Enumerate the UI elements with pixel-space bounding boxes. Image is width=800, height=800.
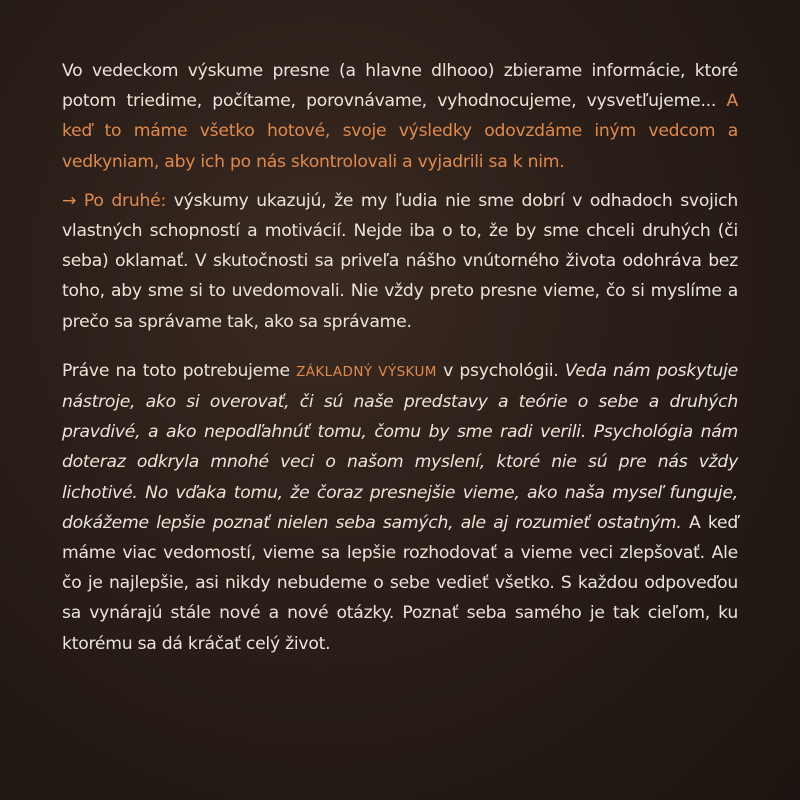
paragraph-basic-research	[62, 356, 738, 659]
paragraph-research-process	[62, 56, 738, 177]
paragraph-second-point	[62, 186, 738, 337]
text-block	[62, 56, 738, 659]
paragraph-3-after-keyword: v psychológii.	[436, 360, 565, 381]
paragraph-3-intro: Práve na toto potrebujeme	[62, 360, 297, 381]
paragraph-3-italic: Veda nám poskytuje nástroje, ako si overovať, či sú naše predstavy a teórie o sebe a druhých pravdivé, a ako nepodľahnúť tomu, čomu by sme radi verili. Psychológia nám doteraz odkryla mnohé veci o našom myslení, ktoré nie sú pre nás vždy lichotivé. No vďaka tomu, že čoraz presnejšie vieme, ako naša myseľ funguje, dokážeme lepšie poznať nielen seba samých, ale aj rozumieť ostatným.	[62, 360, 738, 533]
paragraph-1-highlight: A keď to máme všetko hotové, svoje výsledky odovzdáme iným vedcom a vedkyniam, aby ich po nás skontrolovali a vyjadrili sa k nim.	[62, 91, 738, 172]
second-point-lead: → Po druhé:	[62, 190, 166, 211]
paragraph-3-closing: A keď máme viac vedomostí, vieme sa lepšie rozhodovať a vieme veci zlepšovať. Ale čo je najlepšie, asi nikdy nebudeme o sebe vedieť všetko. S každou odpoveďou sa vynárajú stále nové a nové otázky. Poznať seba samého je tak cieľom, ku ktorému sa dá kráčať celý život.	[62, 512, 738, 654]
paragraph-1-text: Vo vedeckom výskume presne (a hlavne dlhooo) zbierame informácie, ktoré potom triedime, počítame, porovnávame, vyhodnocujeme, vysvetľujeme...	[62, 61, 738, 112]
basic-research-keyword: ZÁKLADNÝ VÝSKUM	[296, 363, 437, 380]
paragraph-2-text: výskumy ukazujú, že my ľudia nie sme dobrí v odhadoch svojich vlastných schopností a motivácií. Nejde iba o to, že by sme chceli druhých (či seba) oklamať. V skutočnosti sa priveľa nášho vnútorného života odohráva bez toho, aby sme si to uvedomovali. Nie vždy preto presne vieme, čo si myslíme a prečo sa správame tak, ako sa správame.	[62, 190, 738, 332]
